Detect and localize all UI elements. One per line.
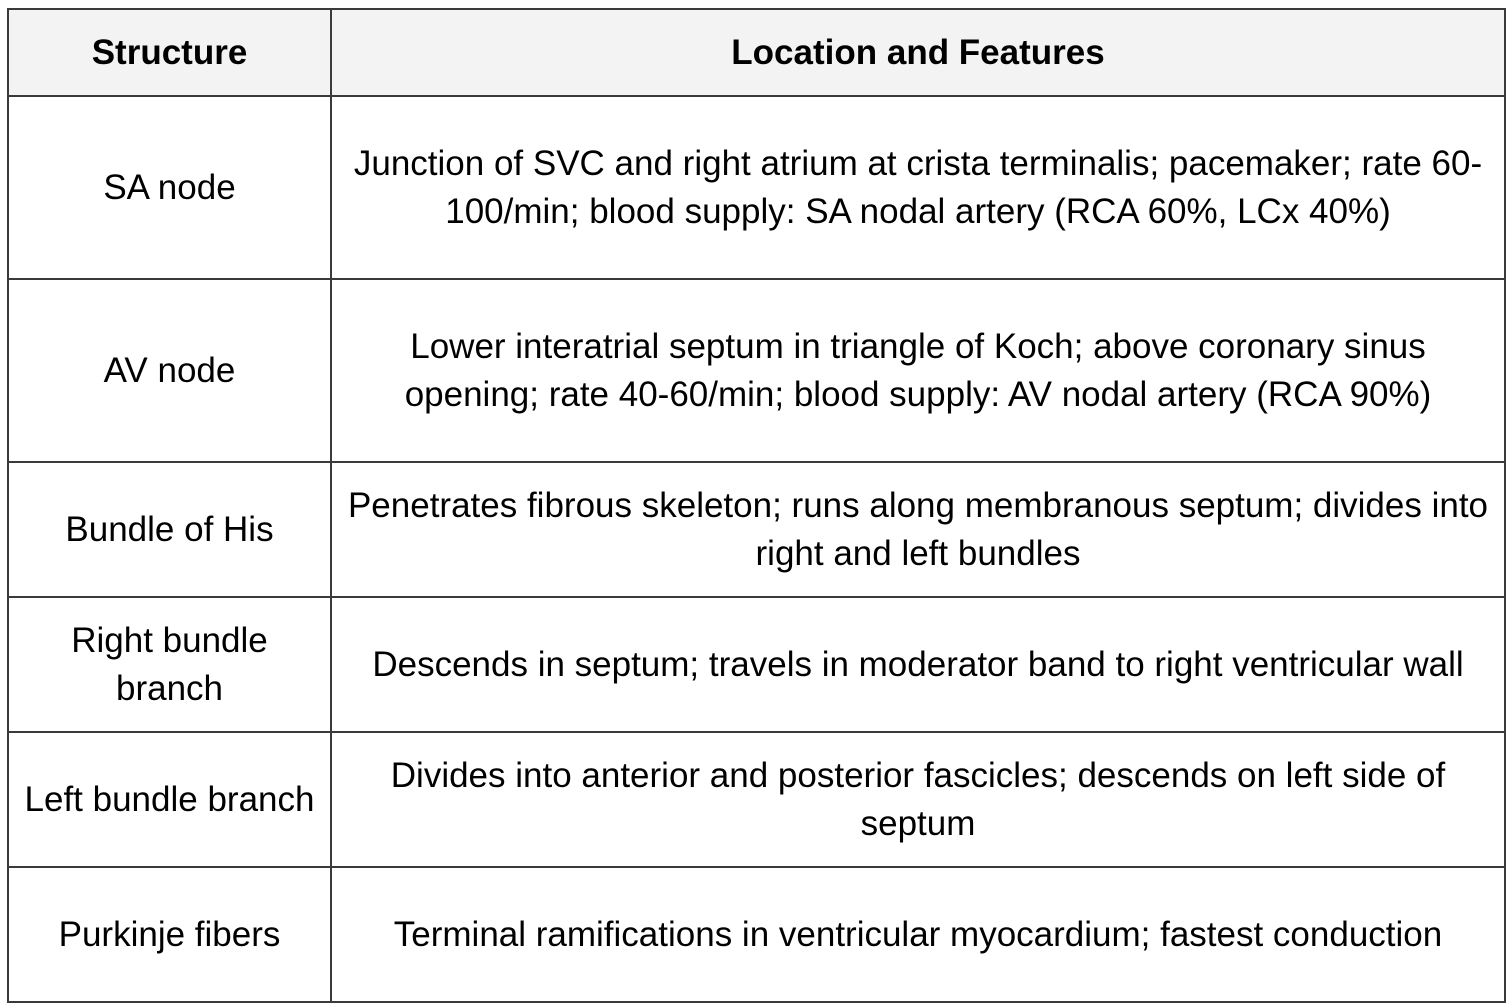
structure-cell: Right bundle branch — [8, 597, 331, 732]
table-row — [8, 279, 1505, 462]
header-location-features: Location and Features — [331, 9, 1505, 96]
table-body — [8, 96, 1505, 1002]
table-header — [8, 9, 1505, 96]
table-row — [8, 867, 1505, 1002]
structure-cell: AV node — [8, 279, 331, 462]
structure-cell: Left bundle branch — [8, 732, 331, 867]
header-structure: Structure — [8, 9, 331, 96]
features-cell: Divides into anterior and posterior fascicles; descends on left side of septum — [331, 732, 1505, 867]
structure-cell: SA node — [8, 96, 331, 279]
table-row — [8, 732, 1505, 867]
table-row — [8, 462, 1505, 597]
features-cell: Descends in septum; travels in moderator band to right ventricular wall — [331, 597, 1505, 732]
conduction-system-table — [7, 8, 1506, 1003]
features-cell: Penetrates fibrous skeleton; runs along membranous septum; divides into right and left bundles — [331, 462, 1505, 597]
features-cell: Terminal ramifications in ventricular myocardium; fastest conduction — [331, 867, 1505, 1002]
structure-cell: Bundle of His — [8, 462, 331, 597]
features-cell: Lower interatrial septum in triangle of Koch; above coronary sinus opening; rate 40-60/min; blood supply: AV nodal artery (RCA 90%) — [331, 279, 1505, 462]
table-row — [8, 96, 1505, 279]
table-row — [8, 597, 1505, 732]
features-cell: Junction of SVC and right atrium at crista terminalis; pacemaker; rate 60-100/min; blood supply: SA nodal artery (RCA 60%, LCx 40%) — [331, 96, 1505, 279]
structure-cell: Purkinje fibers — [8, 867, 331, 1002]
header-row — [8, 9, 1505, 96]
